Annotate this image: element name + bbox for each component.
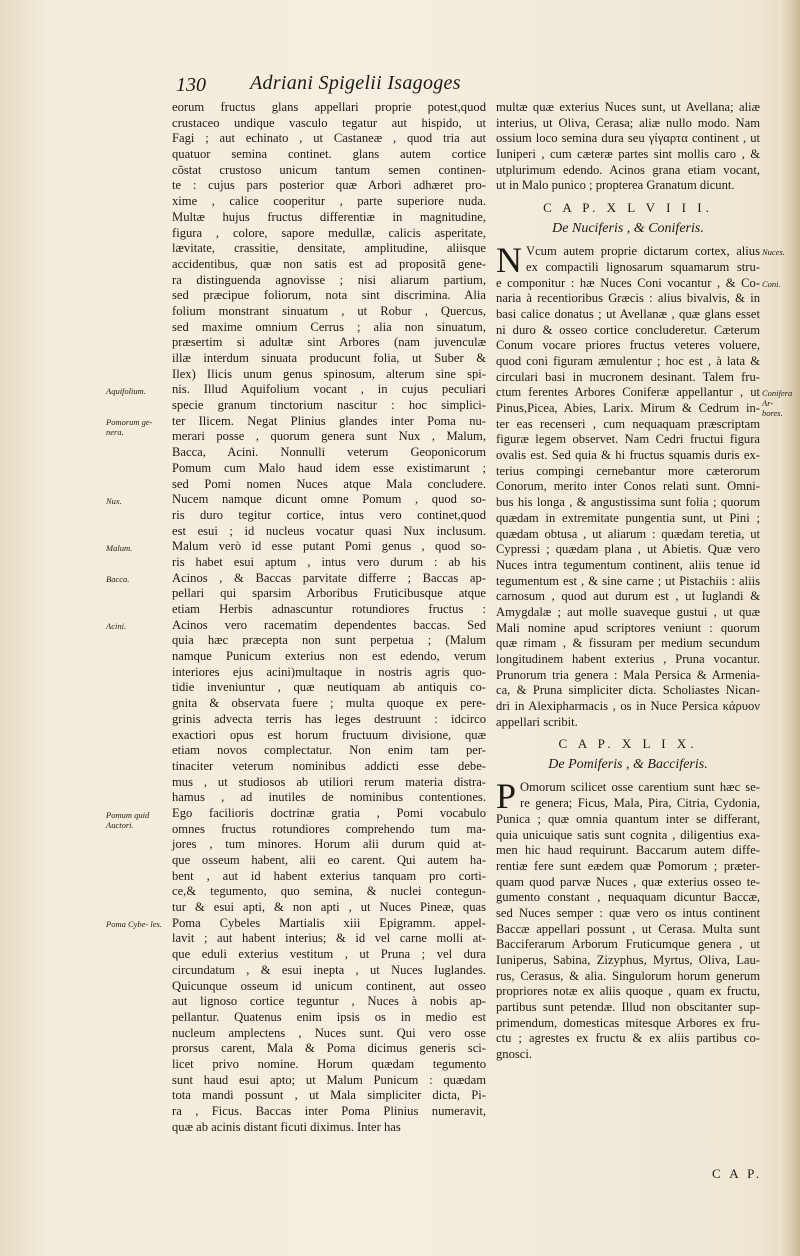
text-line: Ilex) Ilicis unum genus spinosum, alterum sine spi- <box>172 366 486 381</box>
left-column <box>172 100 486 1135</box>
text-line: ctu ; agrestes ex fructu & ex aliis partibus co- <box>496 1031 760 1046</box>
text-line: quia unicuique satis sunt cognita , diligentius exa- <box>496 827 760 842</box>
text-line: Iuniperi , cum cæteræ partes sint mollis caro , & <box>496 147 760 162</box>
text-line: figuræ legem observet. Nam Cedri fructui figura <box>496 432 760 447</box>
text-line: Poma Cybeles Martialis xiii Epigramm. appel- <box>172 915 486 930</box>
text-line: ni duro & osseo cortice concluderetur. Cæterum <box>496 322 760 337</box>
text-line: Vcum autem proprie dictarum cortex, alius <box>526 244 760 259</box>
text-line: propriores notæ ex aliis quoque , quam ex fructu, <box>496 984 760 999</box>
margin-note-left: Poma Cybe- les. <box>106 919 162 930</box>
chapter-49-heading: C A P. X L I X. <box>558 736 698 752</box>
text-line: rus, Cerasus, & alia. Singulorum horum generum <box>496 968 760 983</box>
text-line: Bacca, Acini. Nonnulli veterum Geoponicorum <box>172 445 486 460</box>
text-line: Pomum cum Malo haud idem esse existimarunt ; <box>172 460 486 475</box>
text-line: folium monstrant sinuatum , ut Robur , Quercus, <box>172 303 486 318</box>
text-line: tegumentum est , & sine carne ; ut Pistachiis : aliis <box>496 573 760 588</box>
text-line: sed Pomi nomen Nuces atque Mala concludere. <box>172 476 486 491</box>
chapter-48-subtitle: De Nuciferis , & Coniferis. <box>552 221 704 237</box>
text-line: Conum vocare priores fructus veteres voluere, <box>496 338 760 353</box>
text-line: circundatum , & esui inepta , ut Nuces Iuglandes. <box>172 962 486 977</box>
text-line: Bacciferarum Arborum Fruticumque genera , ut <box>496 937 760 952</box>
text-line: que eduli exterius vestitum , ut Pruna ; vel dura <box>172 947 486 962</box>
chapter-48-text <box>496 240 760 730</box>
right-column <box>496 100 760 1063</box>
text-line: multæ quæ exterius Nuces sunt, ut Avellana; aliæ <box>496 100 760 114</box>
text-line: mus , ut studiosos ab utiliori rerum materia distra- <box>172 774 486 789</box>
text-line: ossium loco semina dura seu γίγαρτα continent , ut <box>496 131 760 146</box>
text-line: omnes fructus rotundiores comprehendo tum ma- <box>172 821 486 836</box>
text-line: pellantur. Quatenus enim ipsis os in medio est <box>172 1009 486 1024</box>
text-line: tur & esui apti, & non apti , ut Nuces Pineæ, quas <box>172 900 486 915</box>
text-line: ce,& tegumento, quo semina, & nuclei contegun- <box>172 884 486 899</box>
text-line: lævitate, crassitie, densitate, amplitudine, aliisque <box>172 241 486 256</box>
margin-note-left: Nux. <box>106 495 122 506</box>
text-line: gnita & observata fuere ; multa quoque ex pere- <box>172 696 486 711</box>
text-line: Amygdalæ ; aut molle suaveque gustui , ut quæ <box>496 604 760 619</box>
text-line: quæ rimam , & fissuram per medium secundum <box>496 636 760 651</box>
text-line: accidentibus, quæ non satis est ad propositã gene- <box>172 256 486 271</box>
text-line: pellari qui sparsim Arboribus Fruticibusque atque <box>172 586 486 601</box>
text-line: te : cujus pars posterior quæ Arbori adhæret pro- <box>172 178 486 193</box>
text-line: quod coni figuram æmulentur ; hoc est , à lata & <box>496 353 760 368</box>
text-line: ra distinguenda agnovisse ; nisi aliarum partium, <box>172 272 486 287</box>
text-line: namque Punicum exterius non est edendo, verum <box>172 649 486 664</box>
text-line: quædam obtusa , ut aliarum : quædam teretia, ut <box>496 526 760 541</box>
text-line: Nuces intra tegumentum continent, aliis tenue id <box>496 557 760 572</box>
text-line: gumento constant , nequaquam dicuntur Baccæ, <box>496 890 760 905</box>
margin-note-right: Conifera Ar- bores. <box>762 388 793 419</box>
text-line: appellari scribit. <box>496 714 578 729</box>
text-line: gnosci. <box>496 1047 533 1062</box>
right-column-top-text <box>496 100 760 194</box>
text-line: ex compactili lignosarum squamarum stru- <box>526 259 760 274</box>
text-line: ris habet esui aptum , intus vero durum : ab his <box>172 554 486 569</box>
margin-note-left: Malum. <box>106 542 133 553</box>
text-line: illæ interdum sinuata producunt folia, ut Suber & <box>172 351 486 365</box>
text-line: quæ ab acinis distant ficuti diximus. Inter has <box>172 1119 401 1134</box>
text-line: Nucem namque dicunt omne Pomum , quod so- <box>172 492 486 507</box>
text-line: ter Ilicem. Negat Plinius glandes inter Poma nu- <box>172 413 486 428</box>
text-line: basi calice donatus ; ut Avellanæ , quæ glans esset <box>496 306 760 321</box>
text-line: etiam Herbis adnascuntur rotundiores fructus : <box>172 602 486 616</box>
margin-note-left: Acini. <box>106 621 127 632</box>
running-title: Adriani Spigelii Isagoges <box>250 72 461 94</box>
text-line: prorsus carent, Mala & Poma dicimus generis sci- <box>172 1041 486 1056</box>
text-line: Acinos vero racematim dependentes baccas. Sed <box>172 617 486 632</box>
text-line: tota mandi possunt , ut Mala simpliciter dicta, Pi- <box>172 1088 486 1103</box>
text-line: interiores ejus acini)multaque in nostris agris quo- <box>172 664 486 679</box>
text-line: e componitur : hæ Nuces Coni vocantur , & Co- <box>496 275 760 290</box>
text-line: Fagi ; aut echinato , ut Castaneæ , quod tria aut <box>172 131 486 146</box>
chapter-48-initial: N <box>496 240 522 281</box>
text-line: eorum fructus glans appellari proprie potest,quod <box>172 100 486 114</box>
text-line: sunt haud esui apto; ut Malum Punicum : quædam <box>172 1072 486 1087</box>
text-line: Malum verò id esse putant Pomi genus , quod so- <box>172 539 486 554</box>
text-line: que osseum habent, alii eo carent. Qui autem ha- <box>172 853 486 867</box>
margin-note-left: Pomum quid Auctori. <box>106 809 150 830</box>
text-line: dri in Alexipharmacis , os in Nuce Persica κάρυον <box>496 699 760 714</box>
margin-note-left: Pomorum ge- nera. <box>106 417 153 437</box>
text-line: Conorum, merito inter Conos relati sunt. Omni- <box>496 479 760 494</box>
page-header <box>176 74 736 98</box>
text-line: lavit ; aut habent interius; & id vel carne molli at- <box>172 931 486 946</box>
chapter-49-initial: P <box>496 776 517 817</box>
text-line: interius, ut Oliva, Cerasa; aliæ nullo modo. Nam <box>496 115 760 130</box>
text-line: exactiori opus est horum fructuum divisione, quæ <box>172 727 486 742</box>
text-line: hamus , ad inutiles de nominibus contentiones. <box>172 790 486 805</box>
text-line: Punica ; quæ omnia quantum inter se differant, <box>496 811 760 826</box>
text-line: est esui ; id nucleus vocatur quasi Nux inclusum. <box>172 523 486 538</box>
text-line: sed Nuces semper : quæ vero os intus continent <box>496 905 760 920</box>
margin-note-left: Bacca. <box>106 574 130 584</box>
text-line: sed maxime omnium Cerrus ; alia non sinuatum, <box>172 319 486 334</box>
text-line: men hic haud requirunt. Baccarum autem diffe- <box>496 843 760 858</box>
text-line: Mali nomine apud scriptores veniunt : quorum <box>496 620 760 635</box>
text-line: Pinus,Picea, Abies, Larix. Mirum & Cedrum in- <box>496 401 760 415</box>
text-line: xime , calice cooperitur , parte superiore nuda. <box>172 194 486 209</box>
text-line: naria à recentioribus Græcis : alius bivalvis, & in <box>496 291 760 306</box>
chapter-48-heading: C A P. X L V I I I. <box>543 200 713 216</box>
text-line: sed præcipue foliorum, nota sint discrimina. Alia <box>172 288 486 303</box>
text-line: præsertim si adultæ sint Arbores (nam juvenculæ <box>172 335 486 350</box>
text-line: quia hæc præcepta non sunt perpetua ; (Malum <box>172 633 486 648</box>
chapter-49-text <box>496 776 760 1062</box>
text-line: Multæ hujus fructus differentiæ in magnitudine, <box>172 209 486 224</box>
text-line: partibus sunt petendæ. Illud non obscitanter sup- <box>496 1000 760 1015</box>
chapter-49-subtitle: De Pomiferis , & Bacciferis. <box>548 757 708 773</box>
margin-note-left: Aquifolium. <box>106 385 146 396</box>
text-line: ca, & Pruna simpliciter dicta. Scholiastes Nican- <box>496 683 760 698</box>
text-line: ris duro tegitur cortice, intus vero continet,quod <box>172 507 486 522</box>
text-line: Ego facilioris doctrinæ gratia , Pomi vocabulo <box>172 805 486 820</box>
text-line: Quicunque osseum id unicum continent, aut osseo <box>172 978 486 993</box>
text-line: ra , Ficus. Baccas inter Poma Plinius numeravit, <box>172 1104 486 1118</box>
page-number: 130 <box>176 74 206 96</box>
text-line: licet privo nomine. Horum quædam tegumento <box>172 1056 486 1071</box>
text-line: figura , colore, sapore medullæ, calicis asperitate, <box>172 225 486 240</box>
text-line: Omorum scilicet osse carentium sunt hæc se- <box>520 780 760 795</box>
text-line: Baccæ appellari possunt , ut Cerasa. Multa sunt <box>496 921 760 936</box>
text-line: terius compingi cernebantur more cæterorum <box>496 463 760 478</box>
text-line: bus his longa , & angustissima sunt folia ; quorum <box>496 495 760 510</box>
text-line: etiam novos complectatur. Non enim tam per- <box>172 743 486 758</box>
catchword: C A P. <box>712 1166 763 1181</box>
text-line: ut in Malo punico ; propterea Granatum dicunt. <box>496 178 735 193</box>
text-line: bent , aut id habent exterius tanquam pro corti- <box>172 868 486 883</box>
text-line: Prunorum tria genera : Mala Persica & Armenia- <box>496 667 760 682</box>
text-line: Iuniperus, Sabina, Zizyphus, Myrtus, Oliva, Lau- <box>496 953 760 967</box>
text-line: grinis advecta terris has leges destruunt : idcirco <box>172 711 486 726</box>
text-line: re genera; Ficus, Mala, Pira, Citria, Cydonia, <box>520 796 760 811</box>
page-edge <box>778 0 800 1256</box>
text-line: utplurimum edendo. Acinos grana etiam vocant, <box>496 162 760 177</box>
text-line: ctum ferentes Arbores Coniferæ appellantur , ut <box>496 385 760 400</box>
text-line: merari posse , quorum genera sunt Nux , Malum, <box>172 429 486 444</box>
margin-note-right: Coni. <box>762 278 781 289</box>
text-line: aut lignoso cortice teguntur , Nuces à nobis ap- <box>172 994 486 1009</box>
text-line: Cypressi ; quædam plana , ut Abietis. Quæ vero <box>496 542 760 557</box>
text-line: cõstat crustoso unicum tantum semen continen- <box>172 162 486 177</box>
text-line: ter eas recenseri , cum nequaquam præscriptam <box>496 416 760 431</box>
text-line: carnosum , quod aut durum est , ut Iuglandi & <box>496 589 760 604</box>
text-line: specie granum tinctorium nascitur : hoc simplici- <box>172 398 486 413</box>
text-line: nis. Illud Aquifolium vocant , in cujus peculiari <box>172 382 486 397</box>
text-line: tidie inveniuntur , quæ neutiquam ab antiquis co- <box>172 680 486 695</box>
text-line: Acinos , & Baccas parvitate differre ; Baccas ap- <box>172 570 486 585</box>
text-line: quædam in extremitate pungentia sunt, ut Pini ; <box>496 510 760 525</box>
text-line: crustaceo undique vasculo tegatur aut hispido, ut <box>172 115 486 130</box>
text-line: ovalis est. Sed quia & hi fructus squamis duris ex- <box>496 448 760 463</box>
text-line: tinaciter veterum nominibus addicti esse debe- <box>172 758 486 773</box>
text-line: longitudinem habent exterius , Pruna vocantur. <box>496 652 760 666</box>
margin-note-right: Nuces. <box>762 247 785 258</box>
text-line: jores , tum minores. Horum alii durum quid at- <box>172 837 486 852</box>
text-line: quam quod parvæ Nuces , quæ exterius osseo te- <box>496 874 760 889</box>
text-line: primendum, domesticas mitesque Arbores ex fru- <box>496 1015 760 1030</box>
text-line: quatuor semina continet. glans autem cortice <box>172 147 486 162</box>
text-line: rentiæ fere sunt eædem quæ Pomorum ; præter- <box>496 858 760 873</box>
text-line: nucleum amplectens , Nuces sunt. Qui vero osse <box>172 1025 486 1040</box>
text-line: circulari basi in mucronem desinant. Talem fru- <box>496 369 760 384</box>
